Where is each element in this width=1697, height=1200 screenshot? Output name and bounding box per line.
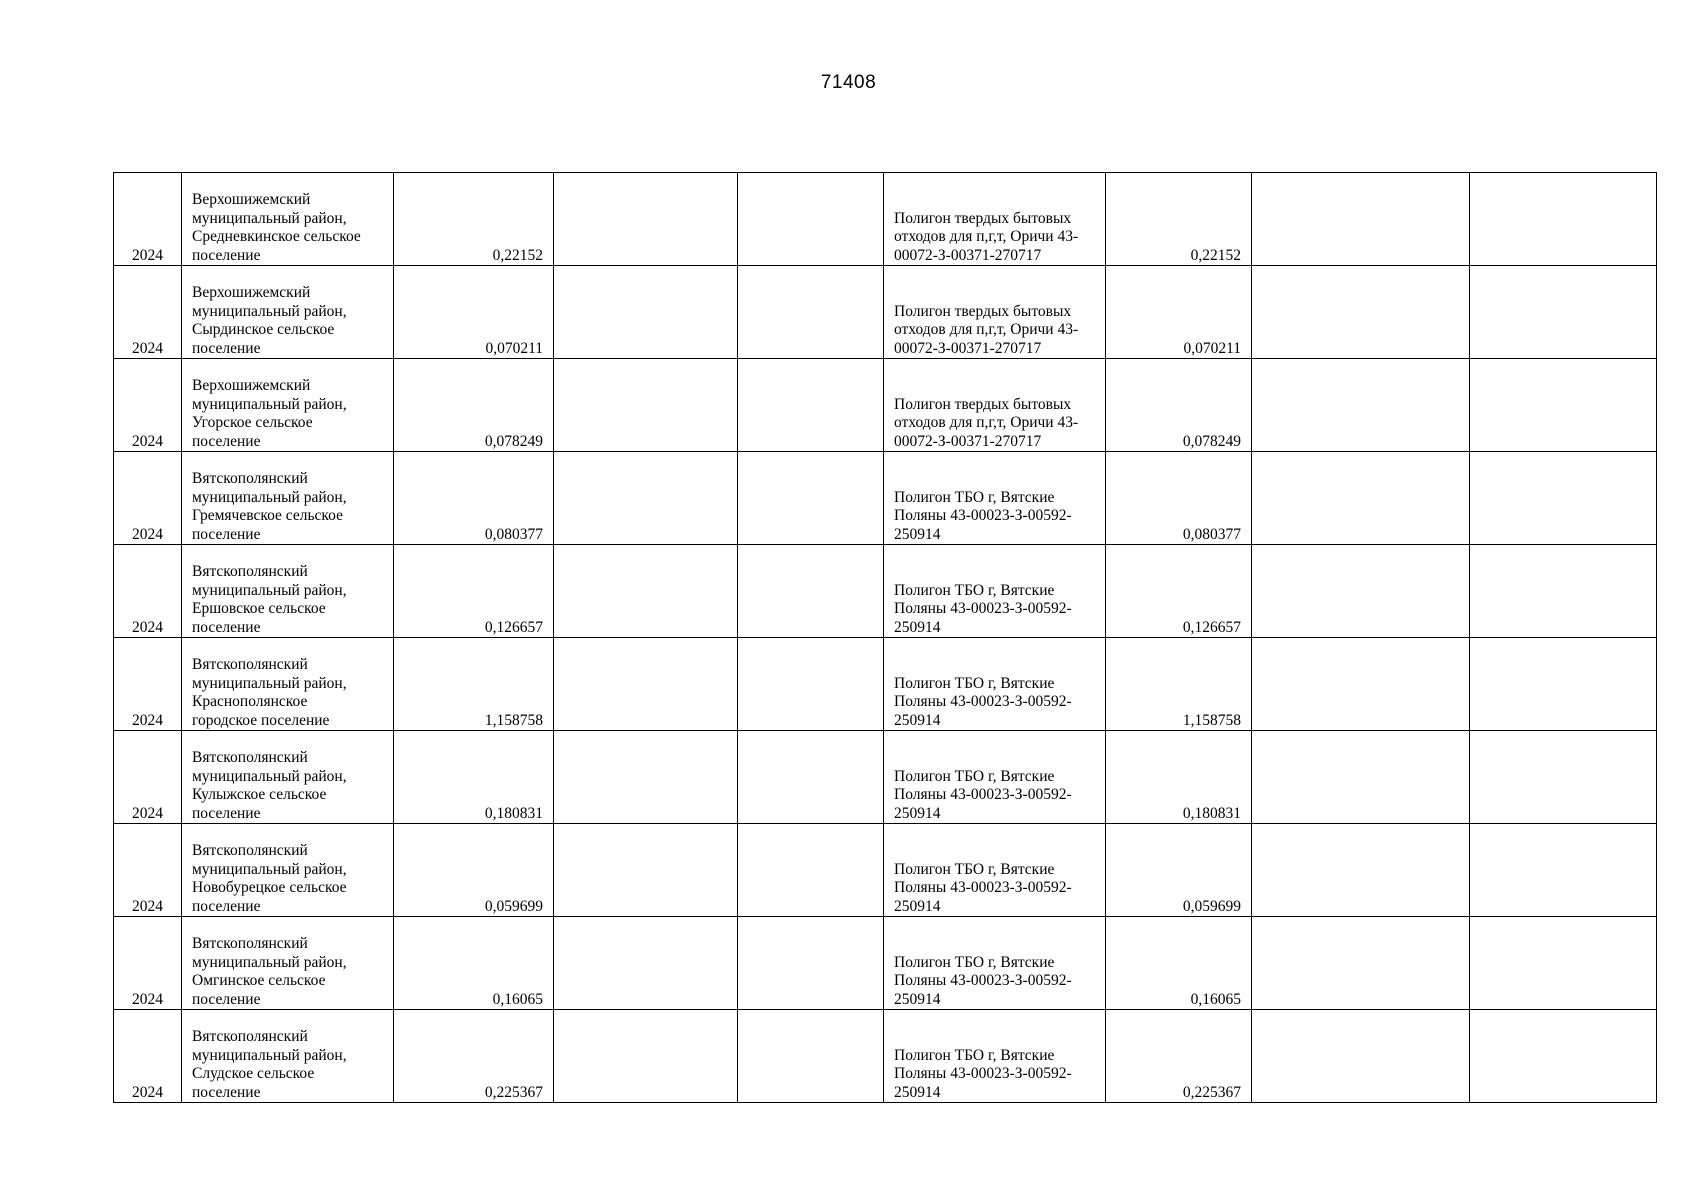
facility-line: Полигон твердых бытовых — [894, 209, 1072, 227]
facility-line: Полигон ТБО г, Вятские — [894, 767, 1055, 785]
empty-cell — [1470, 917, 1657, 1010]
empty-cell — [738, 173, 884, 266]
facility-line: Поляны 43-00023-З-00592- — [894, 693, 1072, 710]
territory-line: поселение — [192, 990, 261, 1008]
year-cell: 2024 — [114, 266, 182, 359]
territory-cell — [182, 266, 394, 359]
territory-line: Краснополянское — [192, 693, 308, 710]
facility-line: Поляны 43-00023-З-00592- — [894, 879, 1072, 896]
territory-cell — [182, 638, 394, 731]
facility-line: Полигон ТБО г, Вятские — [894, 953, 1055, 971]
empty-cell — [1470, 1010, 1657, 1103]
empty-cell — [554, 824, 738, 917]
year-cell: 2024 — [114, 173, 182, 266]
facility-line: Полигон твердых бытовых — [894, 302, 1072, 320]
territory-line: муниципальный район, — [192, 860, 347, 878]
empty-cell — [1252, 545, 1470, 638]
territory-cell — [182, 359, 394, 452]
territory-line: Кулыжское сельское — [192, 786, 327, 803]
territory-line: Вятскополянский — [192, 935, 308, 952]
territory-line: Вятскополянский — [192, 749, 308, 766]
facility-cell — [884, 545, 1106, 638]
territory-line: Омгинское сельское — [192, 972, 326, 989]
facility-line: 00072-З-00371-270717 — [894, 246, 1042, 264]
empty-cell — [738, 452, 884, 545]
volume-cell: 0,22152 — [394, 173, 554, 266]
empty-cell — [1470, 731, 1657, 824]
facility-volume-cell: 0,070211 — [1106, 266, 1252, 359]
empty-cell — [738, 917, 884, 1010]
year-cell: 2024 — [114, 917, 182, 1010]
table-row — [114, 359, 1657, 452]
territory-line: Ершовское сельское — [192, 600, 326, 617]
volume-cell: 0,059699 — [394, 824, 554, 917]
year-cell: 2024 — [114, 638, 182, 731]
empty-cell — [738, 359, 884, 452]
territory-line: муниципальный район, — [192, 395, 347, 413]
empty-cell — [1252, 638, 1470, 731]
territory-line: муниципальный район, — [192, 1046, 347, 1064]
page-number: 71408 — [820, 72, 877, 93]
territory-line: муниципальный район, — [192, 209, 347, 227]
table-row — [114, 266, 1657, 359]
empty-cell — [554, 545, 738, 638]
empty-cell — [738, 266, 884, 359]
territory-line: Верхошижемский — [192, 191, 311, 208]
empty-cell — [1252, 1010, 1470, 1103]
empty-cell — [738, 638, 884, 731]
territory-line: муниципальный район, — [192, 674, 347, 692]
facility-line: Поляны 43-00023-З-00592- — [894, 1065, 1072, 1082]
volume-cell: 0,080377 — [394, 452, 554, 545]
volume-cell: 0,180831 — [394, 731, 554, 824]
facility-cell — [884, 452, 1106, 545]
empty-cell — [738, 731, 884, 824]
territory-line: муниципальный район, — [192, 953, 347, 971]
empty-cell — [1252, 266, 1470, 359]
empty-cell — [1252, 824, 1470, 917]
table-row — [114, 545, 1657, 638]
territory-line: поселение — [192, 246, 261, 264]
territory-cell — [182, 1010, 394, 1103]
facility-volume-cell: 0,180831 — [1106, 731, 1252, 824]
table-row — [114, 731, 1657, 824]
empty-cell — [1252, 917, 1470, 1010]
volume-cell: 0,16065 — [394, 917, 554, 1010]
facility-line: Полигон ТБО г, Вятские — [894, 1046, 1055, 1064]
year-cell: 2024 — [114, 731, 182, 824]
facility-cell — [884, 359, 1106, 452]
empty-cell — [554, 1010, 738, 1103]
facility-line: отходов для п,г,т, Оричи 43- — [894, 321, 1079, 338]
facility-line: Поляны 43-00023-З-00592- — [894, 600, 1072, 617]
territory-cell — [182, 173, 394, 266]
facility-line: Поляны 43-00023-З-00592- — [894, 786, 1072, 803]
empty-cell — [1252, 173, 1470, 266]
facility-volume-cell: 0,225367 — [1106, 1010, 1252, 1103]
territory-cell — [182, 824, 394, 917]
facility-cell — [884, 731, 1106, 824]
facility-line: Полигон ТБО г, Вятские — [894, 674, 1055, 692]
empty-cell — [1470, 173, 1657, 266]
volume-cell: 0,078249 — [394, 359, 554, 452]
territory-line: поселение — [192, 618, 261, 636]
facility-volume-cell: 0,16065 — [1106, 917, 1252, 1010]
empty-cell — [1252, 452, 1470, 545]
facility-cell — [884, 917, 1106, 1010]
year-cell: 2024 — [114, 824, 182, 917]
territory-line: Сырдинское сельское — [192, 321, 335, 338]
table-row — [114, 638, 1657, 731]
empty-cell — [738, 824, 884, 917]
territory-line: Вятскополянский — [192, 1028, 308, 1045]
territory-cell — [182, 452, 394, 545]
facility-volume-cell: 0,126657 — [1106, 545, 1252, 638]
territory-line: поселение — [192, 804, 261, 822]
year-cell: 2024 — [114, 545, 182, 638]
facility-volume-cell: 0,078249 — [1106, 359, 1252, 452]
volume-cell: 1,158758 — [394, 638, 554, 731]
facility-line: Поляны 43-00023-З-00592- — [894, 972, 1072, 989]
territory-line: Угорское сельское — [192, 414, 313, 431]
territory-line: Гремячевское сельское — [192, 507, 343, 524]
empty-cell — [1470, 266, 1657, 359]
facility-cell — [884, 266, 1106, 359]
territory-line: Вятскополянский — [192, 470, 308, 487]
facility-line: Полигон ТБО г, Вятские — [894, 860, 1055, 878]
empty-cell — [554, 638, 738, 731]
territory-line: Верхошижемский — [192, 377, 311, 394]
facility-line: 250914 — [894, 1083, 941, 1101]
territory-line: Слудское сельское — [192, 1065, 315, 1082]
table-row — [114, 1010, 1657, 1103]
territory-line: Новобурецкое сельское — [192, 879, 347, 896]
table-row — [114, 917, 1657, 1010]
territory-line: Вятскополянский — [192, 563, 308, 580]
territory-cell — [182, 731, 394, 824]
territory-line: поселение — [192, 897, 261, 915]
facility-cell — [884, 1010, 1106, 1103]
facility-line: отходов для п,г,т, Оричи 43- — [894, 414, 1079, 431]
facility-volume-cell: 1,158758 — [1106, 638, 1252, 731]
empty-cell — [554, 359, 738, 452]
empty-cell — [1470, 452, 1657, 545]
empty-cell — [1470, 545, 1657, 638]
table-row — [114, 173, 1657, 266]
table-body — [114, 173, 1657, 1103]
volume-cell: 0,225367 — [394, 1010, 554, 1103]
empty-cell — [554, 731, 738, 824]
year-cell: 2024 — [114, 1010, 182, 1103]
facility-line: 250914 — [894, 525, 941, 543]
facility-line: 250914 — [894, 618, 941, 636]
facility-volume-cell: 0,059699 — [1106, 824, 1252, 917]
territory-line: поселение — [192, 339, 261, 357]
facility-cell — [884, 638, 1106, 731]
facility-line: Полигон твердых бытовых — [894, 395, 1072, 413]
empty-cell — [738, 1010, 884, 1103]
empty-cell — [554, 452, 738, 545]
facility-line: 250914 — [894, 897, 941, 915]
facility-line: 00072-З-00371-270717 — [894, 339, 1042, 357]
facility-line: Полигон ТБО г, Вятские — [894, 581, 1055, 599]
facility-line: Полигон ТБО г, Вятские — [894, 488, 1055, 506]
waste-flow-table — [113, 172, 1657, 1103]
facility-line: 250914 — [894, 711, 941, 729]
empty-cell — [1470, 824, 1657, 917]
territory-line: Верхошижемский — [192, 284, 311, 301]
empty-cell — [1252, 359, 1470, 452]
year-cell: 2024 — [114, 359, 182, 452]
territory-line: муниципальный район, — [192, 581, 347, 599]
empty-cell — [1470, 359, 1657, 452]
facility-line: 250914 — [894, 990, 941, 1008]
empty-cell — [554, 266, 738, 359]
empty-cell — [1252, 731, 1470, 824]
table-row — [114, 452, 1657, 545]
facility-line: Поляны 43-00023-З-00592- — [894, 507, 1072, 524]
territory-cell — [182, 545, 394, 638]
volume-cell: 0,070211 — [394, 266, 554, 359]
facility-line: отходов для п,г,т, Оричи 43- — [894, 228, 1079, 245]
territory-line: Вятскополянский — [192, 842, 308, 859]
territory-line: муниципальный район, — [192, 767, 347, 785]
empty-cell — [554, 173, 738, 266]
territory-line: поселение — [192, 1083, 261, 1101]
territory-line: муниципальный район, — [192, 302, 347, 320]
territory-line: поселение — [192, 432, 261, 450]
facility-line: 00072-З-00371-270717 — [894, 432, 1042, 450]
volume-cell: 0,126657 — [394, 545, 554, 638]
facility-cell — [884, 173, 1106, 266]
territory-line: поселение — [192, 525, 261, 543]
facility-cell — [884, 824, 1106, 917]
empty-cell — [1470, 638, 1657, 731]
empty-cell — [738, 545, 884, 638]
territory-line: городское поселение — [192, 711, 330, 729]
territory-line: Средневкинское сельское — [192, 228, 361, 245]
empty-cell — [554, 917, 738, 1010]
territory-line: муниципальный район, — [192, 488, 347, 506]
territory-cell — [182, 917, 394, 1010]
facility-line: 250914 — [894, 804, 941, 822]
territory-line: Вятскополянский — [192, 656, 308, 673]
year-cell: 2024 — [114, 452, 182, 545]
table-row — [114, 824, 1657, 917]
facility-volume-cell: 0,22152 — [1106, 173, 1252, 266]
facility-volume-cell: 0,080377 — [1106, 452, 1252, 545]
